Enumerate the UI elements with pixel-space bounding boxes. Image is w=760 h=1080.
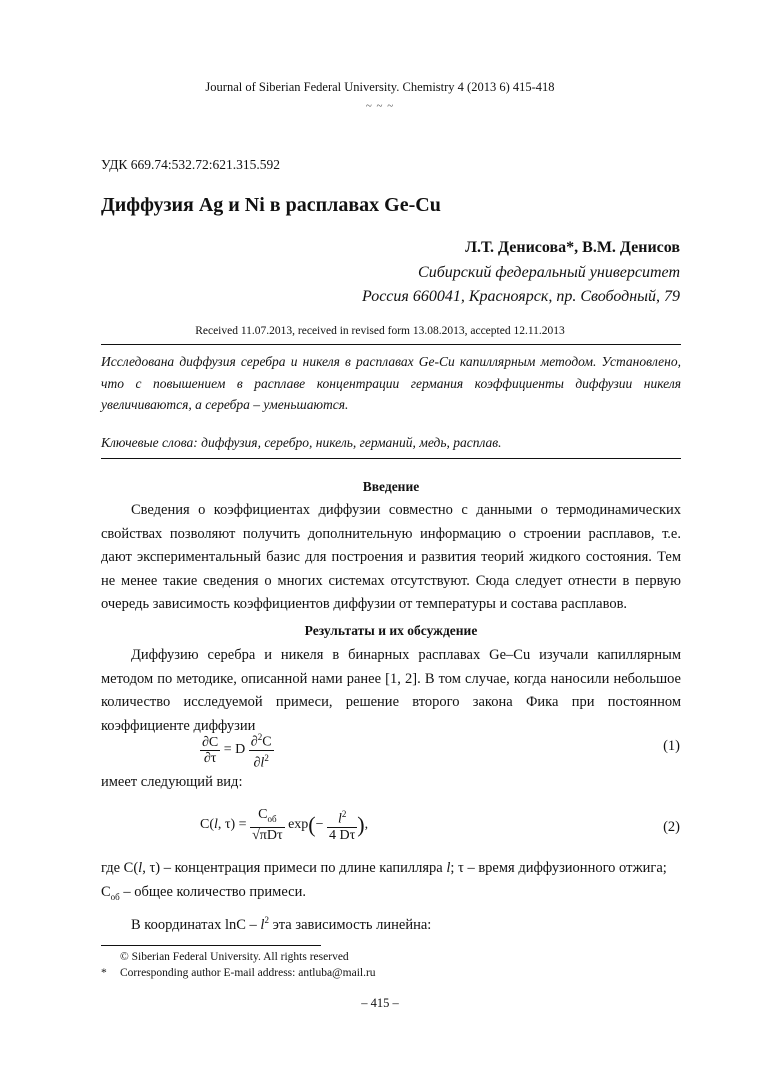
equation-1-number: (1) (663, 738, 680, 754)
journal-header: Journal of Siberian Federal University. Chemistry 4 (2013 6) 415-418 (205, 80, 555, 94)
footnote-email: Corresponding author E-mail address: antluba@mail.ru (120, 967, 376, 979)
abstract-top-rule (101, 344, 681, 345)
authors: Л.Т. Денисова*, В.М. Денисов (465, 239, 680, 256)
received-dates: Received 11.07.2013, received in revised form 13.08.2013, accepted 12.11.2013 (195, 325, 565, 337)
equation-2: C(l, τ) = $\frac{C_{об}}{\text{√πDτ}}$ exp(− $\frac{l^2}{4 D\tau}$ ), (200, 807, 369, 843)
keywords: Ключевые слова: диффузия, серебро, никель, германий, медь, расплав. (101, 435, 502, 450)
paper-title: Диффузия Ag и Ni в расплавах Ge-Cu (101, 194, 441, 216)
udk-code: УДК 669.74:532.72:621.315.592 (101, 157, 281, 172)
affiliation-university: Сибирский федеральный университет (418, 264, 680, 281)
results-heading: Результаты и их обсуждение (304, 623, 478, 638)
footnote-asterisk: * (101, 967, 107, 979)
footnote-rule (101, 945, 321, 946)
intro-text: Сведения о коэффициентах диффузии совместно с данными о термодинамических свойствах позволяют получить дополнительную информацию о строении расплавов, т.е. дают экспериментальный базис для построения и развития теорий жидкого состояния. Тем не менее такие сведения о многих системах отсутствуют. Сюда следует отнести в первую очередь зависимость коэффициентов диффузии от температуры и состава расплавов. (101, 502, 681, 613)
header-ornament: ~ ~ ~ (365, 100, 395, 112)
intro-heading: Введение (362, 479, 420, 494)
page-number: – 415 – (361, 996, 399, 1010)
results-text-1: Диффузию серебра и никеля в бинарных расплавах Ge–Cu изучали капиллярным методом по методике, описанной нами ранее [1, 2]. В том случае, когда наносили небольшое количество исследуемой примеси, решение второго закона Фика при постоянном коэффициенте диффузии (101, 647, 681, 734)
abstract: Исследована диффузия серебра и никеля в расплавах Ge-Cu капиллярным методом. Установлено, что с повышением в расплаве концентрации германия коэффициенты диффузии никеля увеличиваются, а серебра – уменьшаются. (101, 354, 681, 412)
abstract-bottom-rule (101, 458, 681, 459)
intro-paragraph (101, 499, 681, 617)
results-paragraph-1 (101, 644, 681, 738)
affiliation-address: Россия 660041, Красноярск, пр. Свободный, 79 (362, 288, 680, 305)
results-paragraph-2 (101, 771, 681, 795)
results-paragraph-3: где C(l, τ) – концентрация примеси по длине капилляра l; τ – время диффузионного отжига; $C_{об}$ – общее количество примеси. В координатах lnC – $l^2$ эта зависимость линейна: (101, 860, 667, 933)
equation-2-number: (2) (663, 819, 680, 835)
results-text-2: имеет следующий вид: (101, 774, 243, 790)
equation-1: $\frac{\partial C}{\partial\tau}$ = D $\frac{\partial^2C}{\partial l^2}$ (202, 732, 272, 771)
footnote-copyright: © Siberian Federal University. All rights reserved (120, 951, 349, 963)
